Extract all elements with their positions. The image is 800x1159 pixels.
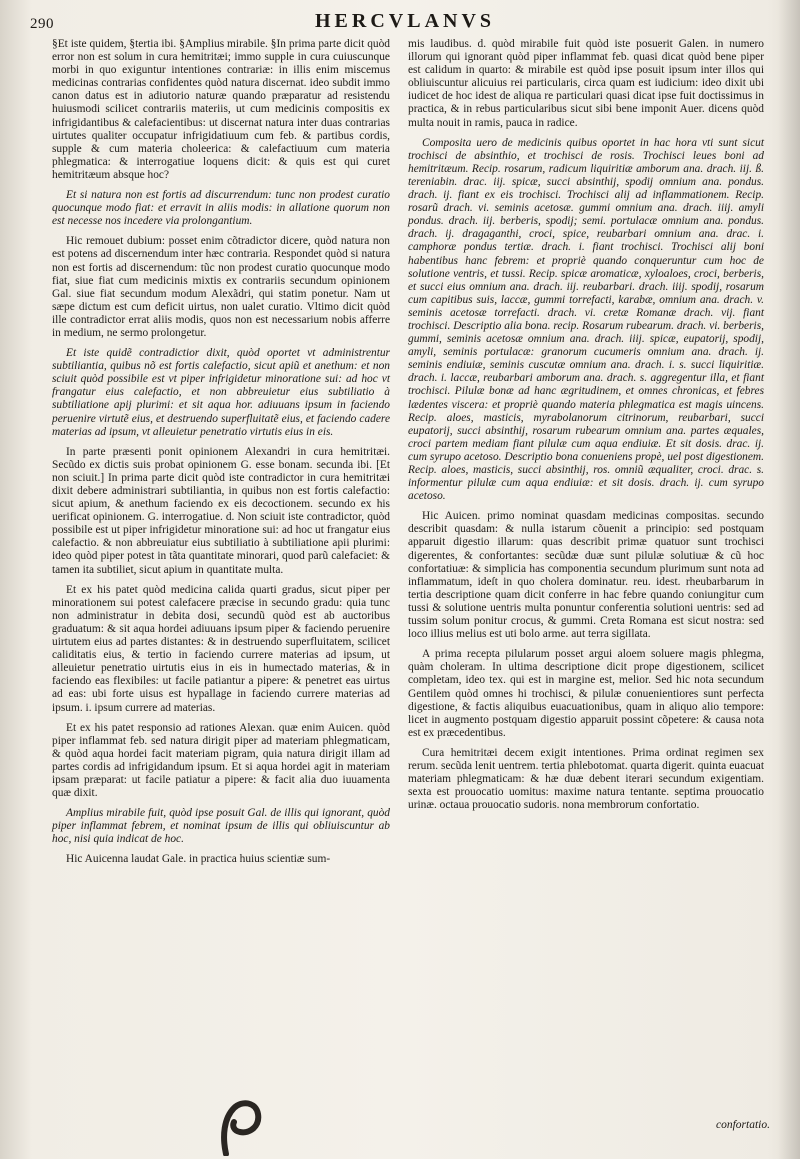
paragraph: mis laudibus. d. quòd mirabile fuit quòd iste posuerit Galen. in numero illorum qui ignorant quòd piper inflammat feb. quasi dicat quòd bene piper est calidum in quarto: & mirabile est quòd ipse posuit ipsum inter illos qui obliuiscuntur alicuius rei particularis, circa quam est iudicium: ideo dixit ubi iudicet de hoc idest de aliqua re particulari quasi dicat ipse fuit doctissimus in practica, & in rebus particularibus sicut sibi bene imponit Auer. dicens quòd multa nouit in ramis, pauca in radice. [408,38,764,129]
lemma-paragraph: Et si natura non est fortis ad discurrendum: tunc non prodest curatio quocunque modo fiat: et erravit in aliis modis: in allatione quorum non est necesse nos incedere via prolongantium. [52,189,390,228]
ink-stain-mark [212,1096,268,1156]
paragraph: Cura hemitritæi decem exigit intentiones. Prima ordinat regimen sex rerum. secũda lenit uentrem. tertia phlebotomat. quarta digerit. quinta euacuat materiam phlegmaticam: & hæ duæ debent iterari secundum exigentiam. sexta est prouocatio uomitus: maxime natura tentante. septima prouocatio urinæ. octaua prouocatio sudoris. nona membrorum confortatio. [408,746,764,812]
page-header [30,4,780,36]
page-gutter-shadow [778,0,800,1159]
paragraph: Et ex his patet responsio ad rationes Alexan. quæ enim Auicen. quòd piper inflammat feb. sed natura dirigit piper ad materiam phlegmaticam, & quòd aqua hordei facit materiam pigram, quia natura dirigit illam ad partes cordis ad infrigidandum ipsum. Et si aqua hordei agit in materiam ipsam præparat: ut facile patiatur a pipere: & facit alia duo iuuamenta quæ dixit. [52,721,390,800]
left-column [52,38,390,874]
paragraph: Hic remouet dubium: posset enim cõtradictor dicere, quòd natura non est potens ad discernendum inter hæc contraria. Respondet quòd si natura non est fortis ad discernendum: tũc non prodest curatio quocunque modo fiat, siue fiat cum medicinis mixtis ex contrariis secundum opinionem Gal. siue fiat secundum modum Alexãdri, qui statim ponetur. Nam ut sæpe dictum est cum deficit uirtus, non ualet curatio. Vltimo dicit quòd ille contradictor errat aliis modis, quos non est necessarium nobis afferre in medium, ne sermo prolongetur. [52,235,390,339]
page-number: 290 [30,16,54,32]
lemma-paragraph: Composita uero de medicinis quibus oportet in hac hora vti sunt sicut trochisci de absinthio, et trochisci de rosis. Trochisci leues boni ad hemitritæum. Recip. rosarum, radicum liquiritiæ amborum ana. drach. iij. ß. tereniabin. drac. iij. spicæ, succi absinthij, spodij omnium ana. pondus. drach. ij. fiant ex eis trochisci. Trochisci alij ad inflammationem. Recip. rosarũ drach. vi. seminis acetosæ. gummi omnium ana. drach. iiij. amyli pondus. drach. iij. berberis, spodij; semi. portulacæ omnium ana. pondus. drach. ij. dragaganthi, croci, spice, reubarbari omnium ana. drac. i. camphoræ pondus tertiæ. drach. i. fiant trochisci. Trochisci alij boni habentibus hanc febrem: et propriè quando conqueruntur cum hoc de solutione ventris, et tussi. Recip. spicæ aromaticæ, xyloaloes, croci, berberis, et succi eius omnium ana. drach. iij. reubarbari. drach. iiij. spodij, rosarum cum capitibus suis, laccæ, gummi torrefacti, karabæ, omnium ana. drach. v. seminis acetosæ torrefacti. drach. vi. cretæ Romanæ drach. vij. fiant trochisci. Descriptio alia bona. recip. Rosarum rubearum. drach. vi. berberis, gummi, seminis acetosæ omnium ana. drach. iiij. spicæ, eupatorij, spodij, amyli, seminis portulacæ: granorum cucumeris omnium ana. drach. ij. seminis endiuiæ, seminis cuscutæ omnium ana. drach. i. s. succi liquiritiæ. drach. i. laccæ, reubarbari amborum ana. drach. s. aggregentur illa, et fiant trochisci. Pilulæ bonæ ad hanc ægritudinem, et omnes chronicas, et febres lædentes viscera: et propriè quando materia phlegmatica est magis uincens. Recip. aloes, masticis, myrabolanorum citrinorum, reubarbari, succi eupatorij, succi absinthij, rosarum rubearum omnium ana. partes æquales, croci partem mediam fiant pilulæ cum aqua endiuiæ. Et sit dosis. drac. ij. cum syrupo acetoso. Descriptio bona conueniens propè, uel post digestionem. Recip. aloes, masticis, succi absinthij, ros. omniũ æqualiter, croci. drac. s. informentur pilulæ cum aqua endiuiæ: et sit dosis. drach. ij. cum syrupo acetoso. [408,136,764,503]
paragraph: Hic Auicen. primo nominat quasdam medicinas compositas. secundo describit quasdam: & nulla istarum cõuenit a principio: sed postquam apparuit digestio illarum: quas describit primæ quatuor sunt trochisci digerentes, & confortantes: secũdæ duæ sunt pilulæ solutiuæ & cũ hoc confortatiuæ: & simplicia has componentia secundum plurimum sunt nota ad inflammatum, ideſt in quo cholera dominatur. reu. idest. rheubarbarum in tertia descriptione quam dicit conferre in hac febre quando coniungitur cum tussi & solutione uentris multa ponuntur conferentia solutioni uentris: sed ad tussim solum ponitur crocus, & gummi. Creta Romana est sicut nostra: sed loco illius melius est uti bolo arme. aut terra sigillata. [408,510,764,641]
paragraph: §Et iste quidem, §tertia ibi. §Amplius mirabile. §In prima parte dicit quòd error non est solum in cura hemitritæi; immo supple in cura cuiuscunque morbi in quo exiguntur intentiones contrariæ: in illis enim miscemus medicinas contrarias confidentes quòd natura discernat. ideo subdit immo canon datus est in adiutorio naturæ quando præparatur ad resistendu huiusmodi scilicet contrariis materiis, ut cum medicinis compositis ex infrigidantibus & calefacientibus: ut discernat natura inter duas contrarias uirtutes qualiter occupatur infrigidatiuum cum feb. & partibus cordis, supple & cum materia choleerica: & calefactiuum cum materia phlegmatica: & interrogatiue loquens dicit: & quis est qui curet hemitritæum absque hoc? [52,38,390,181]
paragraph: A prima recepta pilularum posset argui aloem soluere magis phlegma, quàm choleram. In ultima descriptione dicit prope digestionem, scilicet completam, ideo tex. qui est in margine est, melior. Sed hic nota secundum Gentilem quòd omnes hi trochisci, & pilulæ conuenientiores sunt perfecta digestione, & factis aliquibus euacuationibus, quam in aliquo alio tempore: licet in augmento postquam digestio apparuit possint cõpetere: & causa nota est ex præcedentibus. [408,648,764,739]
right-column [408,38,764,819]
paragraph: Et ex his patet quòd medicina calida quarti gradus, sicut piper per minorationem sui potest calefacere præcise in secundo gradu: quia tunc non administratur in debita dosi, secundũ quòd est ab auctoribus graduatum: & sit aqua hordei adiuuans ipsum piper & faciendo peruenire uirtutem eius ad partes distantes: & in destruendo superfluitatem, scilicet caliditatis eius, & tertio in faciendo currere materias ad ipsum, ut alleuietur penetratio uirtutis eius in eis in humectado materias, & in faciendo eas flexibiles: ut facile patiantur a pipere: & penetret eas uirtus ad eas: ubi forte uisus est hypallage in faciendo currere materias ad ipsum. i. ipsum currere ad materias. [52,583,390,714]
catchword: confortatio. [716,1119,770,1131]
lemma-paragraph: Amplius mirabile fuit, quòd ipse posuit Gal. de illis qui ignorant, quòd piper inflammat febrem, et nominat ipsum de illis qui obliuiscuntur ab hoc, nisi quia indicat de hoc. [52,807,390,846]
paragraph: In parte præsenti ponit opinionem Alexandri in cura hemitritæi. Secũdo ex dictis suis probat opinionem G. esse bonam. secunda ibi. [Et non sciuit.] In prima parte dicit quòd iste contradictor in cura hemitritæi dixit debere administrari subtiliantia, in quibus non est fortis calefactio: sicut apium, & anethum faciendo ex eis decoctionem. secundo ex his uerificat opinionem. G. interrogatiue. d. Non sciuit iste contradictor, quòd possibile est ut piper infrigidetur minoratione sui: ad hoc ut frangatur eius calefactio. & non abbreuiatur eius subtiliatio à subtiliatione apii plurimi: ideo quòd piper potest in tãta quantitate minorari, quod parũ calefaciet: & tamen ita subtiliet, sicut apium in quantitate multa. [52,445,390,576]
lemma-paragraph: Et iste quidẽ contradictior dixit, quòd oportet vt administrentur subtiliantia, quibus nõ est fortis calefactio, sicut apiũ et anethum: et non sciuit quòd possibile est vt piper infrigidetur minoratione sui: ad hoc vt frangatur eius calefactio, et non abbreuietur eius subtiliatio à subtiliatione apij plurimi: et sit aqua hor. adiuuans ipsum in faciendo peruenire virtutẽ eius, et destruendo superfluitatẽ eius, et faciendo cadere materias ad ipsum, vt alleuietur penetratio virtutis eius in eis. [52,347,390,438]
running-head: HERCVLANVS [315,10,496,32]
paragraph: Hic Auicenna laudat Gale. in practica huius scientiæ sum- [66,853,331,866]
